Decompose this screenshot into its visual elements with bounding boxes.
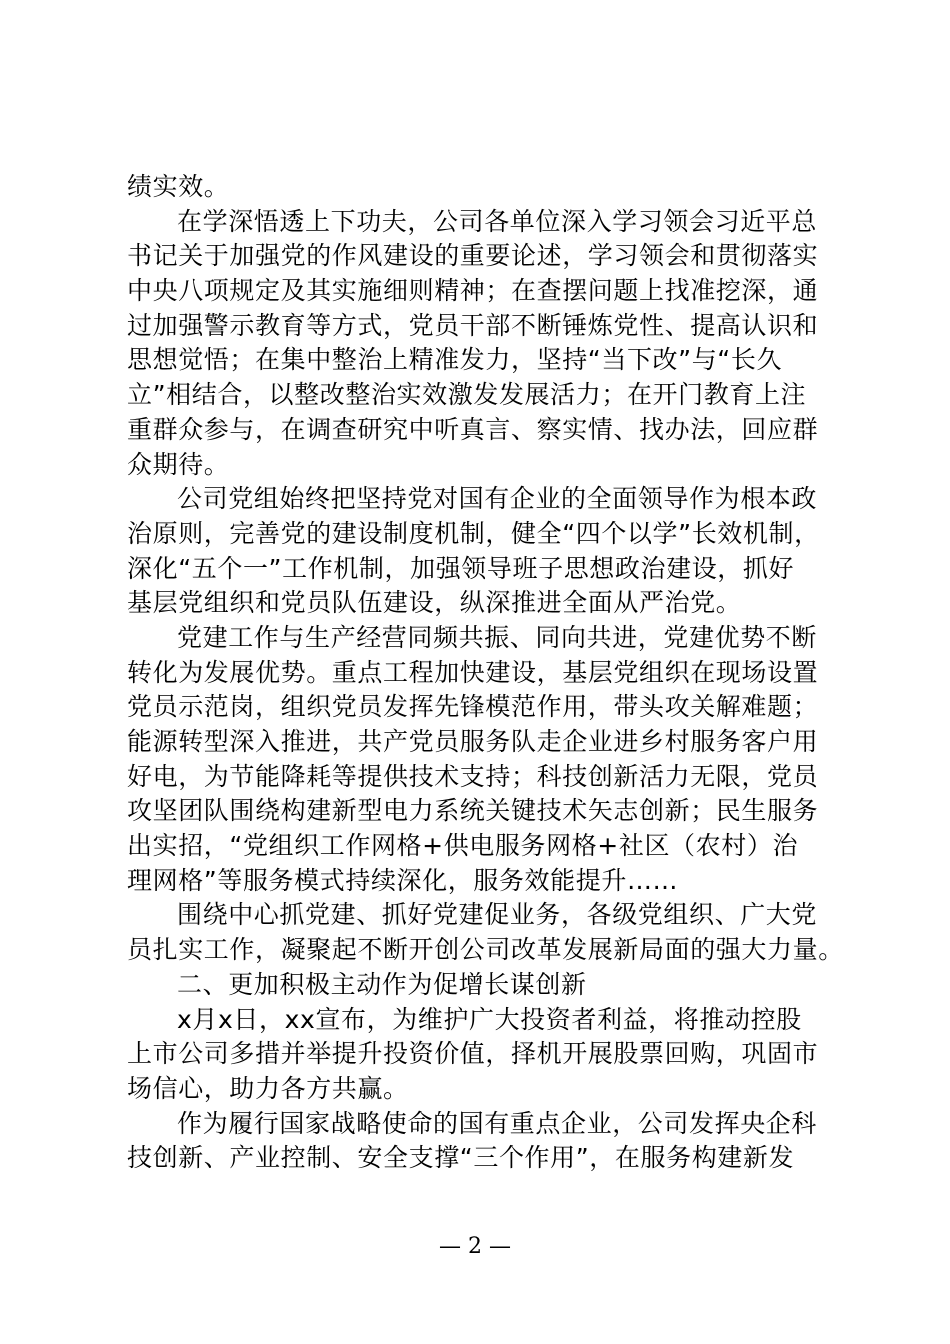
text-line: 中央八项规定及其实施细则精神；在查摆问题上找准挖深，通 — [127, 276, 819, 306]
text-line: 公司党组始终把坚持党对国有企业的全面领导作为根本政 — [177, 484, 818, 514]
text-line: 技创新、产业控制、安全支撑“三个作用”，在服务构建新发 — [127, 1143, 795, 1173]
text-line: 攻坚团队围绕构建新型电力系统关键技术矢志创新；民生服务 — [127, 796, 819, 826]
text-line: 场信心，助力各方共赢。 — [127, 1073, 409, 1103]
text-line: 过加强警示教育等方式，党员干部不断锤炼党性、提高认识和 — [127, 310, 819, 340]
text-line: 上市公司多措并举提升投资价值，择机开展股票回购，巩固市 — [127, 1039, 819, 1069]
document-body — [127, 170, 844, 1176]
text-line: 党建工作与生产经营同频共振、同向共进，党建优势不断 — [177, 622, 818, 652]
text-line: 在学深悟透上下功夫，公司各单位深入学习领会习近平总 — [177, 206, 818, 236]
text-line: 转化为发展优势。重点工程加快建设，基层党组织在现场设置 — [127, 657, 819, 687]
text-line: 基层党组织和党员队伍建设，纵深推进全面从严治党。 — [127, 588, 742, 618]
text-line: 书记关于加强党的作风建设的重要论述，学习领会和贯彻落实 — [127, 241, 819, 271]
text-line: 立”相结合，以整改整治实效激发发展活力；在开门教育上注 — [127, 380, 807, 410]
text-line: 围绕中心抓党建、抓好党建促业务，各级党组织、广大党 — [177, 900, 818, 930]
text-line: 党员示范岗，组织党员发挥先锋模范作用，带头攻关解难题； — [127, 692, 819, 722]
text-line: 众期待。 — [127, 449, 230, 479]
text-line: x月x日，xx宣布，为维护广大投资者利益，将推动控股 — [177, 1004, 802, 1034]
text-line: 思想觉悟；在集中整治上精准发力，坚持“当下改”与“长久 — [127, 345, 783, 375]
text-line: 二、更加积极主动作为促增长谋创新 — [177, 969, 587, 999]
text-line: 重群众参与，在调查研究中听真言、察实情、找办法，回应群 — [127, 414, 819, 444]
text-line: 绩实效。 — [127, 172, 230, 201]
text-line: 好电，为节能降耗等提供技术支持；科技创新活力无限，党员 — [127, 761, 819, 791]
page-number: — 2 — — [439, 1234, 511, 1259]
text-line: 作为履行国家战略使命的国有重点企业，公司发挥央企科 — [177, 1108, 818, 1138]
text-line: 能源转型深入推进，共产党员服务队走企业进乡村服务客户用 — [127, 727, 819, 756]
text-line: 深化“五个一”工作机制，加强领导班子思想政治建设，抓好 — [127, 553, 795, 583]
text-line: 治原则，完善党的建设制度机制，健全“四个以学”长效机制， — [127, 518, 820, 548]
text-line: 员扎实工作，凝聚起不断开创公司改革发展新局面的强大力量。 — [127, 935, 844, 965]
text-line: 出实招，“党组织工作网格+供电服务网格+社区（农村）治 — [127, 831, 799, 861]
text-line: 理网格”等服务模式持续深化，服务效能提升…… — [127, 865, 679, 895]
